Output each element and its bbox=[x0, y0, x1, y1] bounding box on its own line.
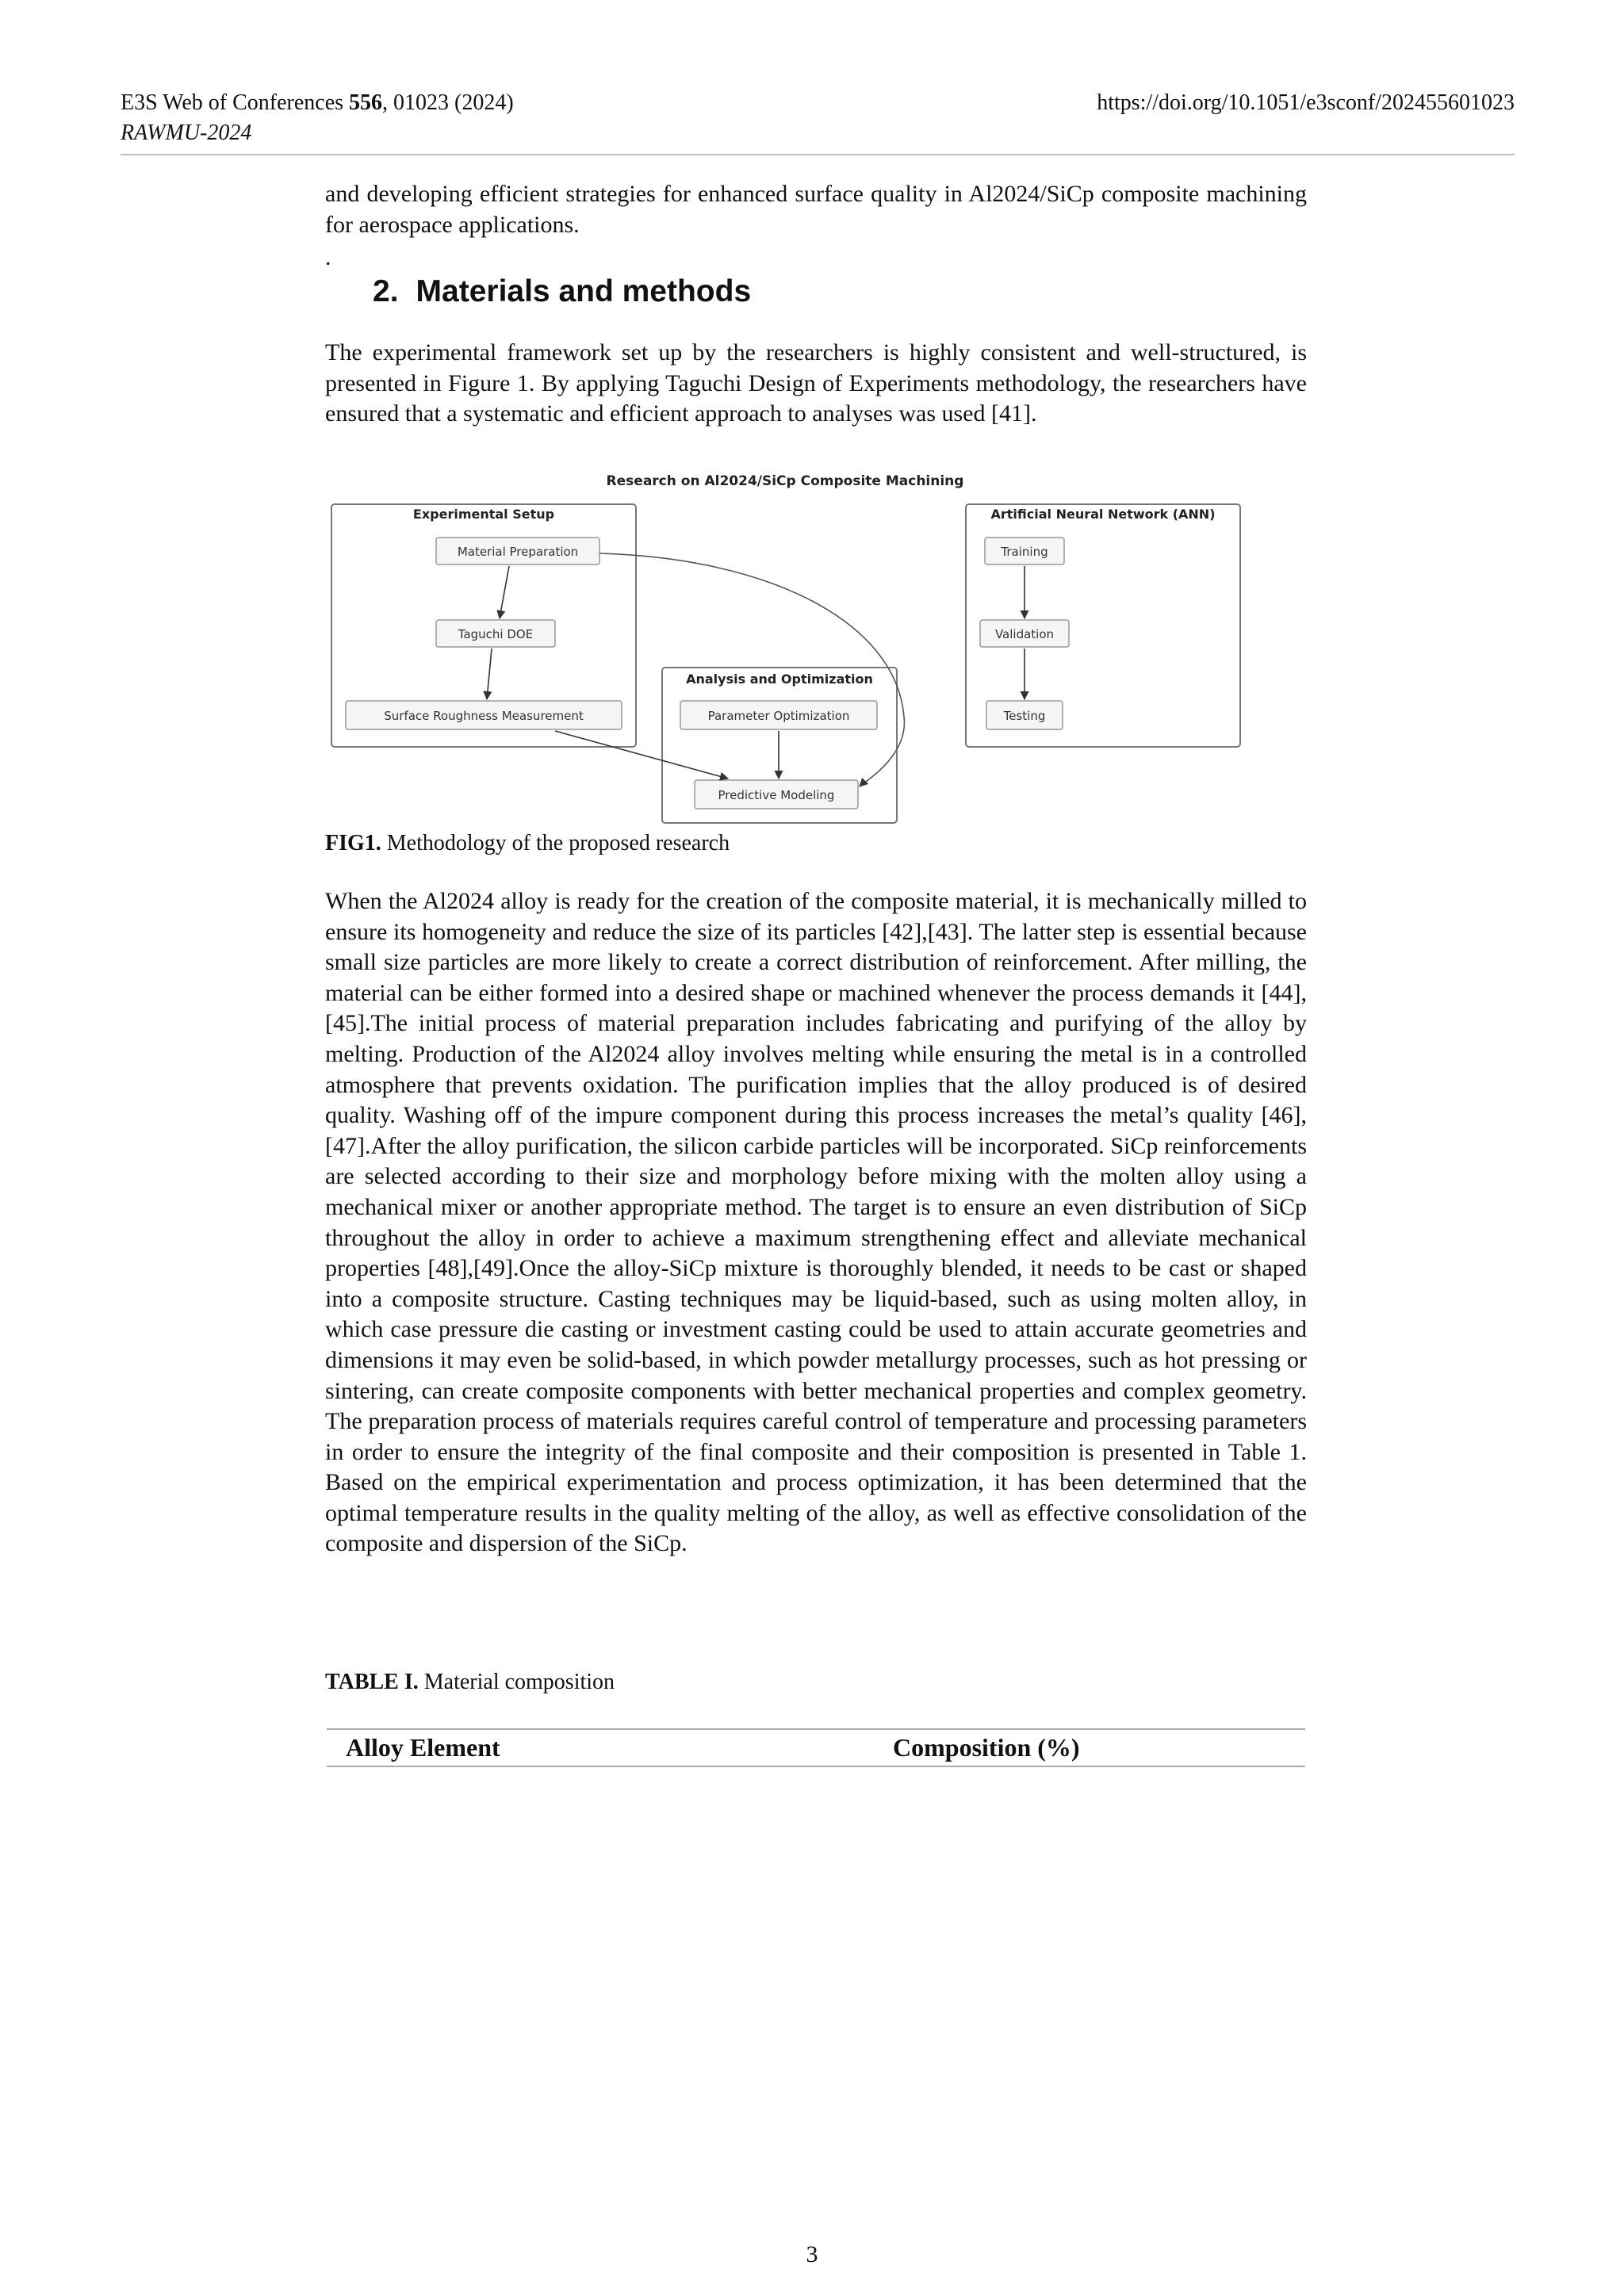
col-alloy-element: Alloy Element bbox=[327, 1729, 885, 1766]
table-caption: TABLE I. Material composition bbox=[325, 1670, 615, 1694]
page-number: 3 bbox=[806, 2241, 818, 2267]
col-composition: Composition (%) bbox=[885, 1729, 1305, 1766]
section-number: 2. bbox=[373, 274, 399, 308]
methodology-figure bbox=[325, 471, 1245, 828]
intro-paragraph: and developing efficient strategies for enhanced surface quality in Al2024/SiCp composite machining for aerospace applications. bbox=[325, 181, 1307, 238]
composition-table bbox=[327, 1728, 1305, 1767]
group-label-experimental-setup: Experimental Setup bbox=[412, 507, 555, 522]
node-testing-label: Testing bbox=[1003, 709, 1046, 723]
journal-volume: 556 bbox=[349, 90, 383, 115]
section-title: Materials and methods bbox=[416, 274, 752, 308]
methodology-diagram bbox=[325, 471, 1245, 828]
group-label-ann: Artificial Neural Network (ANN) bbox=[990, 507, 1216, 522]
node-validation-label: Validation bbox=[994, 627, 1055, 641]
node-training-label: Training bbox=[1001, 545, 1048, 559]
paragraph-material-preparation: When the Al2024 alloy is ready for the creation of the composite material, it is mechanically milled to ensure its homogeneity and reduce the size of its particles [42],[43]. The latter step is essential because small size particles are more likely to create a correct distribution of reinforcement. After milling, the material can be either formed into a desired shape or machined whenever the process demands it [44],[45].The initial process of material preparation includes fabricating and purifying of the alloy by melting. Production of the Al2024 alloy involves melting while ensuring the metal is in a controlled atmosphere that prevents oxidation. The purification implies that the alloy produced is of desired quality. Washing off of the impure component during this process increases the metal’s quality [46],[47].After the alloy purification, the silicon carbide particles will be incorporated. SiCp reinforcements are selected according to their size and morphology before mixing with the molten alloy using a mechanical mixer or another appropriate method. The target is to ensure an even distribution of SiCp throughout the alloy in order to achieve a maximum strengthening effect and alleviate mechanical properties [48],[49].Once the alloy-SiCp mixture is thoroughly blended, it needs to be cast or shaped into a composite structure. Casting techniques may be liquid-based, such as using molten alloy, in which case pressure die casting or investment casting could be used to attain accurate geometries and dimensions it may even be solid-based, in which powder metallurgy processes, such as hot pressing or sintering, can create composite components with better mechanical properties and complex geometry. The preparation process of materials requires careful control of temperature and processing parameters in order to ensure the integrity of the final composite and their composition is presented in Table 1. Based on the empirical experimentation and process optimization, it has been determined that the optimal temperature results in the quality melting of the alloy, as well as effective consolidation of the composite and dispersion of the SiCp. bbox=[325, 888, 1307, 1557]
journal-venue: E3S Web of Conferences 556, 01023 (2024) bbox=[121, 90, 514, 115]
figure-caption: FIG1. Methodology of the proposed research bbox=[325, 831, 730, 855]
paragraph-framework: The experimental framework set up by the researchers is highly consistent and well-structured, is presented in Figure 1. By applying Taguchi Design of Experiments methodology, the researchers have ensured that a systematic and efficient approach to analyses was used [41]. bbox=[325, 339, 1307, 427]
diagram-title: Research on Al2024/SiCp Composite Machining bbox=[606, 473, 964, 489]
section-heading bbox=[373, 273, 751, 311]
table-header-row bbox=[327, 1729, 1305, 1766]
edge-material-to-taguchi bbox=[500, 566, 509, 618]
node-parameter-optimization-label: Parameter Optimization bbox=[707, 709, 850, 723]
edge-surface-to-predictive bbox=[555, 731, 728, 779]
running-header bbox=[121, 89, 1515, 155]
node-material-preparation-label: Material Preparation bbox=[457, 545, 579, 559]
edge-taguchi-to-surface bbox=[487, 649, 492, 699]
doi-link[interactable]: https://doi.org/10.1051/e3sconf/202455601023 bbox=[1097, 90, 1515, 115]
stray-dot: . bbox=[325, 244, 331, 270]
edge-material-to-predictive bbox=[599, 553, 904, 786]
conference-name: RAWMU-2024 bbox=[121, 121, 252, 145]
node-predictive-modeling-label: Predictive Modeling bbox=[718, 788, 835, 802]
node-surface-roughness-label: Surface Roughness Measurement bbox=[384, 709, 584, 723]
group-label-analysis-optimization: Analysis and Optimization bbox=[686, 672, 873, 687]
node-taguchi-doe-label: Taguchi DOE bbox=[458, 627, 534, 641]
figure-caption-label: FIG1. bbox=[325, 831, 381, 855]
table-caption-label: TABLE I. bbox=[325, 1670, 419, 1694]
